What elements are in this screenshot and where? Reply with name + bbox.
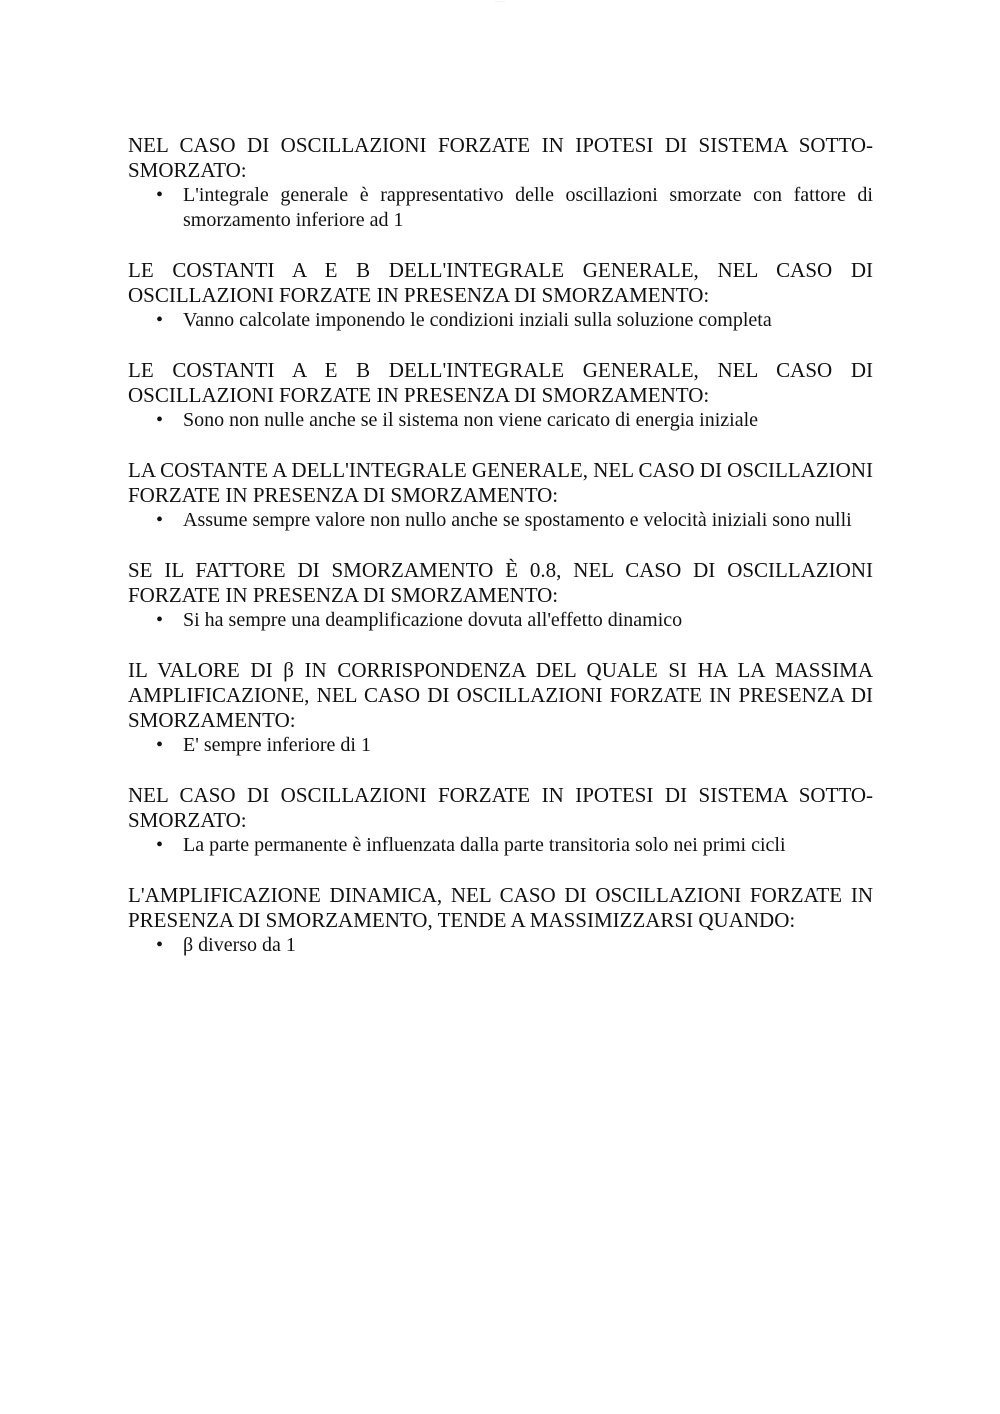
question-text: LA COSTANTE A DELL'INTEGRALE GENERALE, NEL CASO DI OSCILLAZIONI FORZATE IN PRESENZA DI SMORZAMENTO:: [128, 458, 873, 507]
question-block-1: [128, 133, 873, 233]
question-block-7: [128, 783, 873, 858]
answer-text: Vanno calcolate imponendo le condizioni inziali sulla soluzione completa: [183, 309, 772, 331]
question-block-5: [128, 558, 873, 633]
question-block-6: [128, 658, 873, 758]
answer-list: [128, 833, 873, 858]
bullet-icon: •: [156, 184, 164, 206]
bullet-icon: •: [156, 409, 164, 431]
answer-item: [128, 183, 873, 233]
answer-list: [128, 933, 873, 958]
answer-list: [128, 608, 873, 633]
answer-item: [128, 733, 873, 758]
question-text: SE IL FATTORE DI SMORZAMENTO È 0.8, NEL CASO DI OSCILLAZIONI FORZATE IN PRESENZA DI SMORZAMENTO:: [128, 558, 873, 607]
answer-item: [128, 933, 873, 958]
bullet-icon: •: [156, 609, 164, 631]
question-text: NEL CASO DI OSCILLAZIONI FORZATE IN IPOTESI DI SISTEMA SOTTO-SMORZATO:: [128, 133, 873, 182]
document-body: [128, 133, 873, 983]
question-block-3: [128, 358, 873, 433]
answer-item: [128, 833, 873, 858]
question-text: LE COSTANTI A E B DELL'INTEGRALE GENERALE, NEL CASO DI OSCILLAZIONI FORZATE IN PRESENZA DI SMORZAMENTO:: [128, 258, 873, 307]
answer-item: [128, 308, 873, 333]
answer-text: La parte permanente è influenzata dalla parte transitoria solo nei primi cicli: [183, 834, 786, 856]
answer-text: L'integrale generale è rappresentativo delle oscillazioni smorzate con fattore di smorzamento inferiore ad 1: [183, 184, 873, 231]
bullet-icon: •: [156, 734, 164, 756]
answer-list: [128, 733, 873, 758]
answer-text: E' sempre inferiore di 1: [183, 734, 371, 756]
bullet-icon: •: [156, 934, 164, 956]
question-text: IL VALORE DI β IN CORRISPONDENZA DEL QUALE SI HA LA MASSIMA AMPLIFICAZIONE, NEL CASO DI OSCILLAZIONI FORZATE IN PRESENZA DI SMORZAMENTO:: [128, 658, 873, 732]
bullet-icon: •: [156, 309, 164, 331]
answer-list: [128, 183, 873, 233]
answer-text: Sono non nulle anche se il sistema non viene caricato di energia iniziale: [183, 409, 758, 431]
page-header-mark: ····· ·····: [494, 0, 506, 4]
bullet-icon: •: [156, 834, 164, 856]
answer-list: [128, 508, 873, 533]
question-block-2: [128, 258, 873, 333]
answer-text: Assume sempre valore non nullo anche se spostamento e velocità iniziali sono nulli: [183, 509, 852, 531]
answer-list: [128, 308, 873, 333]
answer-item: [128, 408, 873, 433]
question-block-4: [128, 458, 873, 533]
answer-text: Si ha sempre una deamplificazione dovuta all'effetto dinamico: [183, 609, 683, 631]
question-text: L'AMPLIFICAZIONE DINAMICA, NEL CASO DI OSCILLAZIONI FORZATE IN PRESENZA DI SMORZAMENTO, TENDE A MASSIMIZZARSI QUANDO:: [128, 883, 873, 932]
question-text: NEL CASO DI OSCILLAZIONI FORZATE IN IPOTESI DI SISTEMA SOTTO-SMORZATO:: [128, 783, 873, 832]
answer-item: [128, 508, 873, 533]
answer-item: [128, 608, 873, 633]
question-block-8: [128, 883, 873, 958]
bullet-icon: •: [156, 509, 164, 531]
question-text: LE COSTANTI A E B DELL'INTEGRALE GENERALE, NEL CASO DI OSCILLAZIONI FORZATE IN PRESENZA DI SMORZAMENTO:: [128, 358, 873, 407]
answer-text: β diverso da 1: [183, 934, 296, 956]
answer-list: [128, 408, 873, 433]
